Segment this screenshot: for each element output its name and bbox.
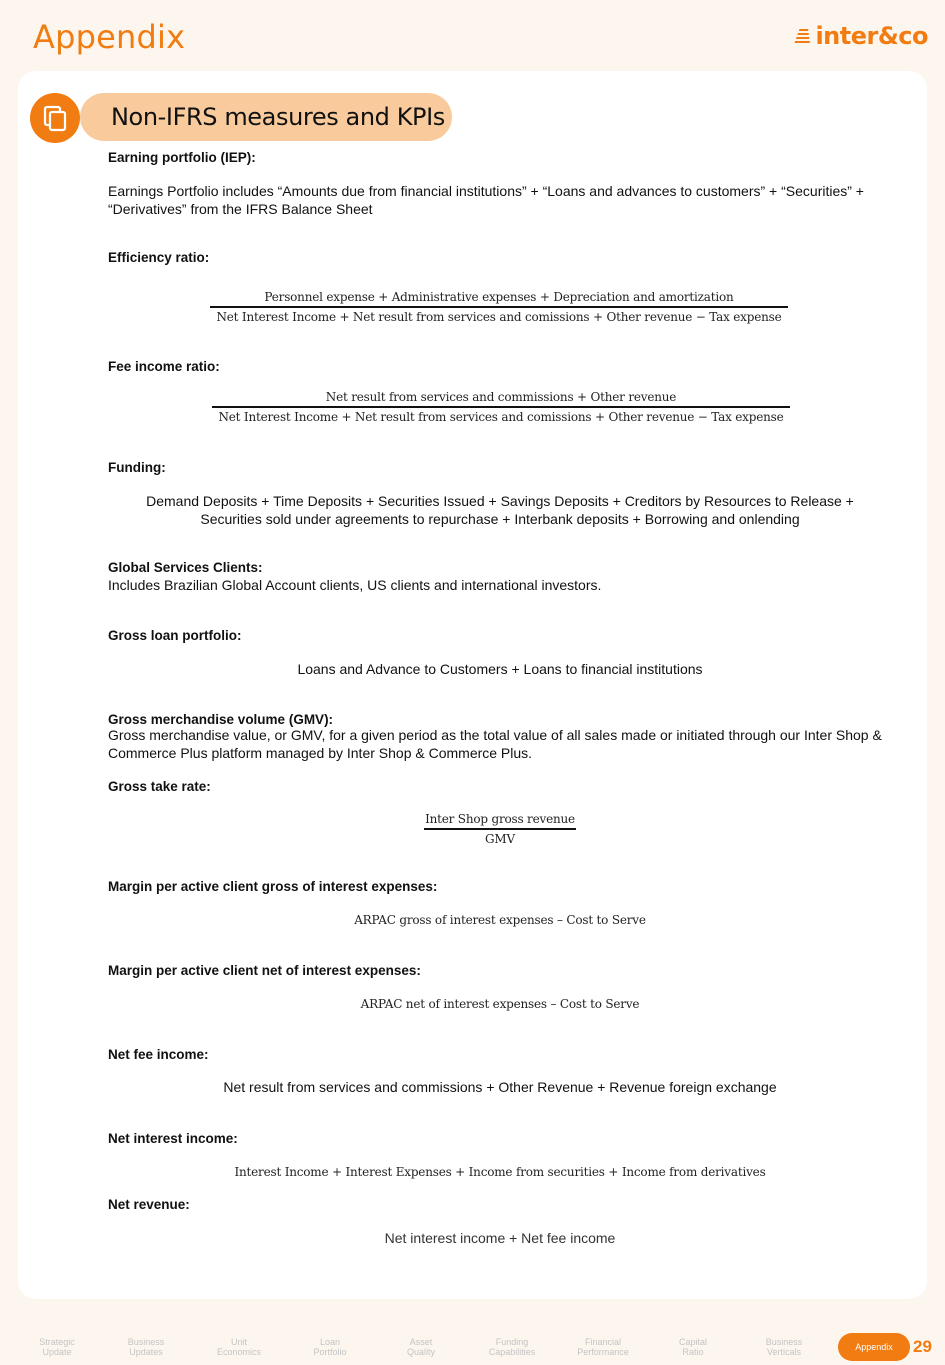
term-gross-take-rate: Gross take rate: <box>108 779 211 794</box>
term-net-fee-income: Net fee income: <box>108 1047 209 1062</box>
term-net-revenue: Net revenue: <box>108 1197 190 1212</box>
company-logo <box>797 22 928 50</box>
definition-net-revenue: Net interest income + Net fee income <box>384 1230 616 1246</box>
term-efficiency-ratio: Efficiency ratio: <box>108 250 210 265</box>
nav-asset-quality[interactable]: Asset Quality <box>406 1337 435 1357</box>
page-title: Appendix <box>33 18 186 56</box>
definition-net-fee-income: Net result from services and commissions + Other Revenue + Revenue foreign exchange <box>223 1079 777 1095</box>
nav-unit-economics[interactable]: Unit Economics <box>216 1337 261 1357</box>
definition-gross-loan-portfolio: Loans and Advance to Customers + Loans to financial institutions <box>297 661 703 677</box>
section-title-pill <box>80 93 452 141</box>
term-margin-net: Margin per active client net of interest expenses: <box>108 963 421 978</box>
nav-financial-performance[interactable]: Financial Performance <box>577 1337 629 1357</box>
definition-earning-portfolio: Earnings Portfolio includes “Amounts due from financial institutions” + “Loans and advances to customers” + “Securities” + “Derivatives” from the IFRS Balance Sheet <box>108 183 864 217</box>
nav-business-updates[interactable]: Business Updates <box>127 1337 165 1357</box>
term-global-services-clients: Global Services Clients: <box>108 560 263 575</box>
formula-gross-take-rate <box>424 812 576 846</box>
fraction-denominator: Net Interest Income + Net result from services and comissions + Other revenue − Tax expense <box>218 409 784 424</box>
logo-text: inter&co <box>815 22 928 50</box>
nav-business-verticals[interactable]: Business Verticals <box>765 1337 803 1357</box>
term-gmv: Gross merchandise volume (GMV): <box>108 712 334 727</box>
fraction-numerator: Inter Shop gross revenue <box>425 812 575 826</box>
formula-efficiency-ratio <box>210 290 788 324</box>
logo-stripes-icon <box>795 29 815 43</box>
term-earning-portfolio: Earning portfolio (IEP): <box>108 150 256 165</box>
formula-fee-income-ratio <box>212 390 790 424</box>
nav-capital-ratio[interactable]: Capital Ratio <box>678 1337 707 1357</box>
nav-loan-portfolio[interactable]: Loan Portfolio <box>313 1337 347 1357</box>
fraction-numerator: Personnel expense + Administrative expenses + Depreciation and amortization <box>264 290 734 304</box>
definition-funding: Demand Deposits + Time Deposits + Securities Issued + Savings Deposits + Creditors by Resources to Release + Securities sold under agreements to repurchase + Interbank deposits + Borrowing and onlending <box>146 493 854 527</box>
nav-strategic-update[interactable]: Strategic Update <box>39 1337 75 1357</box>
term-fee-income-ratio: Fee income ratio: <box>108 359 220 374</box>
term-gross-loan-portfolio: Gross loan portfolio: <box>108 628 242 643</box>
formula-margin-net: ARPAC net of interest expenses – Cost to Serve <box>360 997 640 1011</box>
formula-margin-gross: ARPAC gross of interest expenses – Cost to Serve <box>354 913 646 927</box>
formula-net-interest-income: Interest Income + Interest Expenses + Income from securities + Income from derivatives <box>234 1165 766 1179</box>
section-title: Non-IFRS measures and KPIs <box>111 103 445 131</box>
term-margin-gross: Margin per active client gross of interest expenses: <box>108 879 438 894</box>
term-net-interest-income: Net interest income: <box>108 1131 238 1146</box>
copy-icon <box>30 93 80 143</box>
footer-nav <box>0 1333 945 1361</box>
term-funding: Funding: <box>108 460 166 475</box>
page-number: 29 <box>913 1337 932 1356</box>
nav-funding-capabilities[interactable]: Funding Capabilities <box>488 1337 536 1357</box>
fraction-denominator: Net Interest Income + Net result from services and comissions + Other revenue − Tax expense <box>216 309 782 324</box>
definition-gmv: Gross merchandise value, or GMV, for a given period as the total value of all sales made or initiated through our Inter Shop & Commerce Plus platform managed by Inter Shop & Commerce Plus. <box>108 727 882 761</box>
definition-global-services-clients: Includes Brazilian Global Account clients, US clients and international investors. <box>108 577 602 593</box>
fraction-numerator: Net result from services and commissions + Other revenue <box>325 390 677 404</box>
nav-appendix-active[interactable]: Appendix <box>838 1333 910 1361</box>
fraction-denominator: GMV <box>485 831 515 846</box>
